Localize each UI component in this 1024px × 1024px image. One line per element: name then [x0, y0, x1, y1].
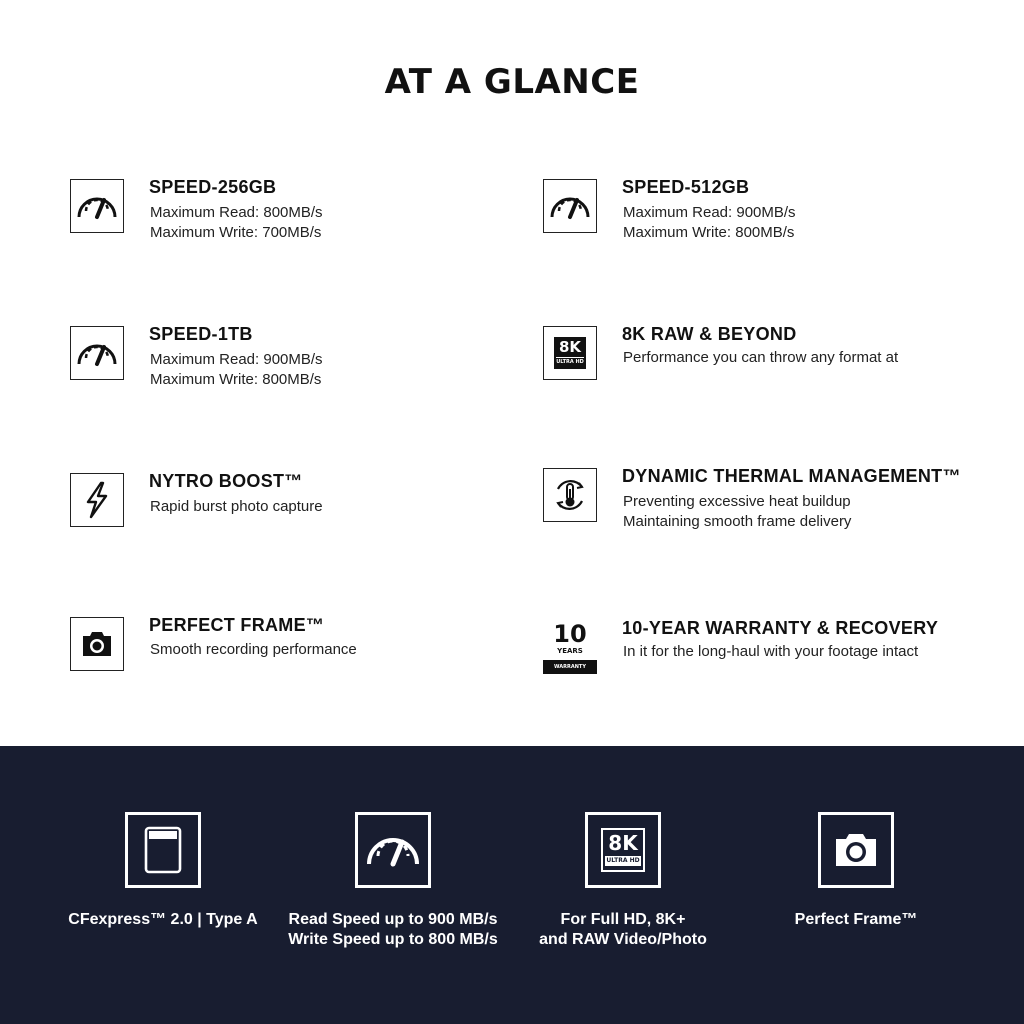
footer-caption-line: Read Speed up to 900 MB/s — [288, 911, 498, 928]
camera-icon — [70, 617, 124, 671]
8k-ultra-hd-icon: 8K ULTRA HD — [543, 326, 597, 380]
feature-line: Maximum Read: 900MB/s — [623, 204, 796, 221]
feature-line: Preventing excessive heat buildup — [623, 493, 851, 510]
lightning-bolt-icon — [70, 473, 124, 527]
footer-item-speed — [273, 812, 513, 950]
feature-line: Maximum Write: 700MB/s — [150, 224, 322, 241]
camera-icon — [818, 812, 894, 888]
speedometer-icon — [70, 179, 124, 233]
feature-title: PERFECT FRAME™ — [149, 615, 325, 635]
feature-title: NYTRO BOOST™ — [149, 471, 303, 491]
feature-line: Maximum Read: 900MB/s — [150, 351, 323, 368]
feature-line: Maximum Write: 800MB/s — [150, 371, 322, 388]
footer-caption-line: CFexpress™ 2.0 | Type A — [68, 911, 258, 928]
page-title: AT A GLANCE — [384, 62, 640, 102]
feature-title: SPEED-1TB — [149, 324, 253, 344]
footer-item-8k — [503, 812, 743, 950]
footer-caption-line: Perfect Frame™ — [794, 911, 918, 928]
feature-title: DYNAMIC THERMAL MANAGEMENT™ — [622, 466, 961, 486]
8k-ultra-hd-icon: 8K ULTRA HD — [585, 812, 661, 888]
warranty-badge-icon: 10 YEARS WARRANTY — [543, 620, 597, 674]
footer-item-form-factor — [43, 812, 283, 930]
feature-line: Maximum Read: 800MB/s — [150, 204, 323, 221]
feature-title: SPEED-256GB — [149, 177, 277, 197]
footer-caption-line: For Full HD, 8K+ — [560, 911, 686, 928]
feature-title: SPEED-512GB — [622, 177, 750, 197]
footer-caption-line: and RAW Video/Photo — [539, 931, 707, 948]
feature-line: Rapid burst photo capture — [150, 498, 323, 515]
feature-line: Performance you can throw any format at — [623, 349, 899, 366]
footer-band — [0, 746, 1024, 1024]
feature-line: Maximum Write: 800MB/s — [623, 224, 795, 241]
footer-item-perfect-frame — [736, 812, 976, 930]
feature-line: Smooth recording performance — [150, 641, 357, 658]
speedometer-icon — [70, 326, 124, 380]
feature-title: 10-YEAR WARRANTY & RECOVERY — [622, 618, 939, 638]
feature-title: 8K RAW & BEYOND — [622, 324, 797, 344]
feature-line: In it for the long-haul with your footage intact — [623, 643, 919, 660]
thermometer-cycle-icon — [543, 468, 597, 522]
speedometer-icon — [543, 179, 597, 233]
feature-line: Maintaining smooth frame delivery — [623, 513, 852, 530]
speedometer-icon — [355, 812, 431, 888]
footer-caption-line: Write Speed up to 800 MB/s — [288, 931, 498, 948]
memory-card-icon — [125, 812, 201, 888]
